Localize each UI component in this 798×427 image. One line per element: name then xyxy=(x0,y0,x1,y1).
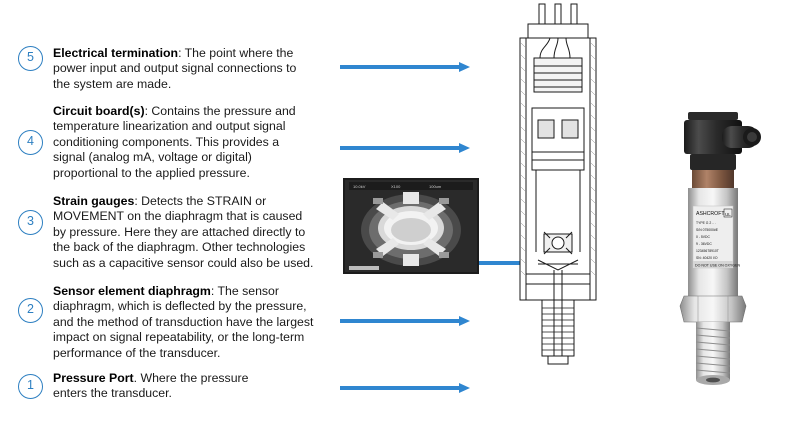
arrow-right-2 xyxy=(340,316,470,326)
arrow-shaft xyxy=(340,319,459,323)
callout-text-2 xyxy=(53,284,318,361)
svg-text:SN: 40420 I/O: SN: 40420 I/O xyxy=(696,256,718,260)
arrow-shaft xyxy=(340,65,459,69)
callout-title-3: Strain gauges xyxy=(53,194,135,208)
svg-text:12345678910T: 12345678910T xyxy=(696,249,719,253)
callout-text-3 xyxy=(53,194,318,271)
arrow-head xyxy=(459,143,470,153)
svg-text:0 - 5VDC: 0 - 5VDC xyxy=(696,235,710,239)
callout-text-1 xyxy=(53,371,278,402)
arrow-head xyxy=(459,62,470,72)
svg-text:ASHCROFT: ASHCROFT xyxy=(696,211,725,217)
svg-text:S/N 075000#E: S/N 075000#E xyxy=(696,228,719,232)
callout-body-1: . Where the pressure enters the transducer. xyxy=(53,371,249,401)
callout-body-4: : Contains the pressure and temperature linearization and output signal conditioning components. This provides a signal (analog mA, voltage or digital) proportional to the applied pressure. xyxy=(53,104,296,180)
callout-body-2: : The sensor diaphragm, which is deflected by the pressure, and the method of transduction have the largest impact on signal repeatability, or the long-term performance of the transducer. xyxy=(53,284,314,360)
svg-text:9 - 36VDC: 9 - 36VDC xyxy=(696,242,712,246)
callout-title-2: Sensor element diaphragm xyxy=(53,284,211,298)
transducer-cutaway-drawing xyxy=(492,2,624,414)
svg-text:100um: 100um xyxy=(429,184,442,189)
callout-title-5: Electrical termination xyxy=(53,46,179,60)
arrow-right-5 xyxy=(340,62,470,72)
callout-title-1: Pressure Port xyxy=(53,371,134,385)
callout-number-1: 1 xyxy=(18,374,43,399)
callout-number-3: 3 xyxy=(18,210,43,235)
arrow-shaft xyxy=(340,386,459,390)
callout-number-5: 5 xyxy=(18,46,43,71)
svg-text:10.0kV: 10.0kV xyxy=(353,184,366,189)
product-photo-svg xyxy=(660,110,790,390)
callout-3 xyxy=(18,194,318,271)
arrow-shaft xyxy=(340,146,459,150)
callout-text-4 xyxy=(53,104,308,181)
callout-body-3: : Detects the STRAIN or MOVEMENT on the diaphragm that is caused by pressure. Here they are attached directly to the back of the diaphragm. Other technologies such as a capacitive sensor could also be used. xyxy=(53,194,314,270)
callout-body-5: : The point where the power input and output signal connections to the system are made. xyxy=(53,46,297,91)
svg-text:TYPE G 2 .. .: TYPE G 2 .. . xyxy=(696,221,716,225)
arrow-head xyxy=(459,316,470,326)
callout-1 xyxy=(18,371,278,402)
svg-text:DO NOT USE ON OXYGEN: DO NOT USE ON OXYGEN xyxy=(695,263,741,268)
strain-gauge-photo xyxy=(343,178,479,274)
arrow-right-1 xyxy=(340,383,470,393)
callout-number-2: 2 xyxy=(18,298,43,323)
transducer-product-photo xyxy=(660,110,790,390)
arrow-right-4 xyxy=(340,143,470,153)
svg-text:X100: X100 xyxy=(391,184,401,189)
callout-text-5 xyxy=(53,46,303,92)
callout-2 xyxy=(18,284,318,361)
arrow-head xyxy=(459,383,470,393)
callout-title-4: Circuit board(s) xyxy=(53,104,145,118)
callout-5 xyxy=(18,46,303,92)
strain-gauge-photo-svg xyxy=(343,178,479,274)
callout-4 xyxy=(18,104,308,181)
callout-number-4: 4 xyxy=(18,130,43,155)
transducer-cutaway-svg xyxy=(492,2,624,414)
svg-text:UL: UL xyxy=(725,212,731,217)
